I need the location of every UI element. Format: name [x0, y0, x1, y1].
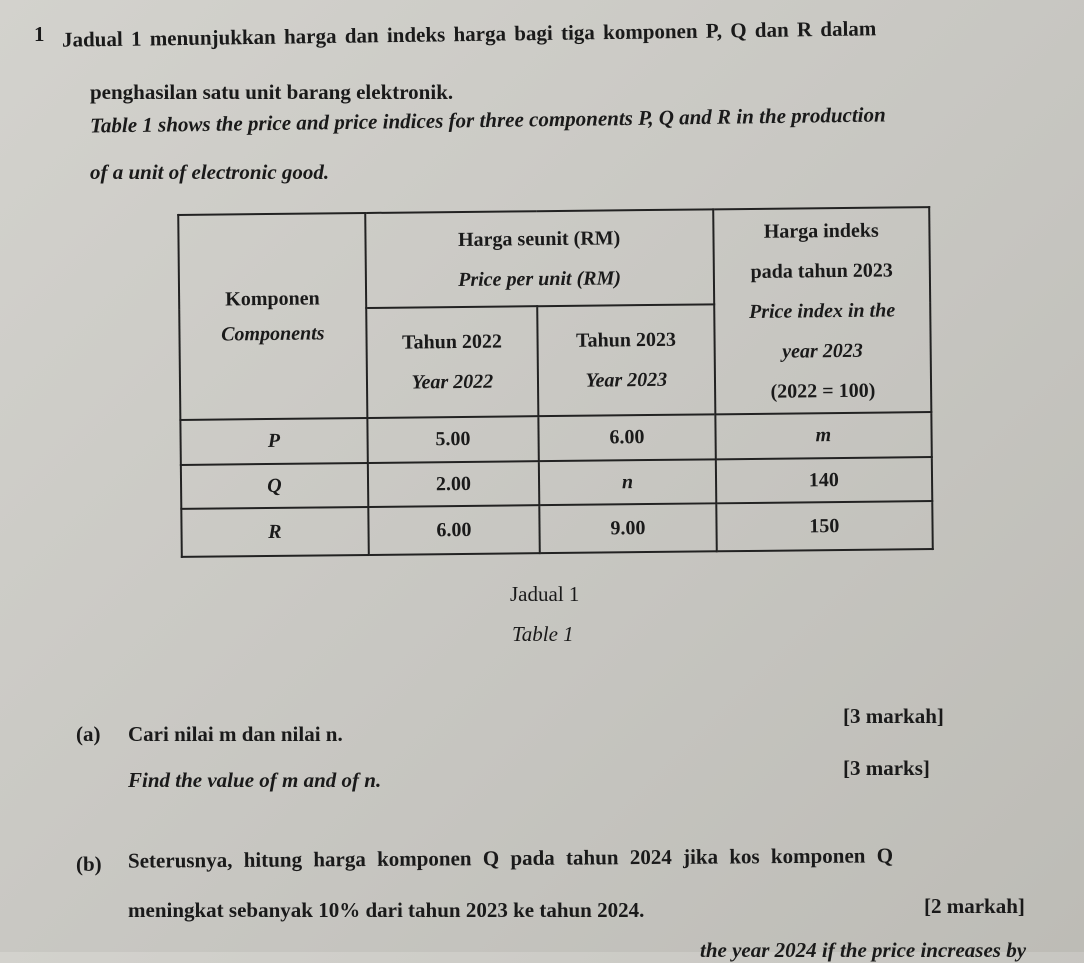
table-row	[181, 501, 932, 557]
intro-english-line-1: Table 1 shows the price and price indices for three components P, Q and R in the production	[89, 102, 886, 138]
component-cell: Q	[181, 463, 368, 509]
header-2023-ms: Tahun 2023	[575, 328, 677, 352]
header-index-base: (2022 = 100)	[770, 379, 876, 403]
table-caption-en: Table 1	[512, 622, 574, 646]
table-caption-ms: Jadual 1	[510, 582, 580, 606]
part-a-text-ms: Cari nilai m dan nilai n.	[128, 722, 343, 746]
header-index-en-2: year 2023	[782, 339, 863, 363]
question-number: 1	[34, 22, 45, 46]
table-row	[180, 412, 931, 465]
header-price-ms: Harga seunit (RM)	[457, 226, 621, 251]
header-2023-en: Year 2023	[585, 368, 668, 392]
intro-malay-line-1: Jadual 1 menunjukkan harga dan indeks harga bagi tiga komponen P, Q dan R dalam	[61, 16, 877, 52]
header-index	[713, 207, 931, 414]
price-2023-cell: 9.00	[539, 503, 716, 553]
header-2022-ms: Tahun 2022	[401, 330, 503, 354]
header-index-en-1: Price index in the	[748, 298, 896, 323]
index-cell: 140	[715, 457, 932, 503]
part-b-text-ms-1: Seterusnya, hitung harga komponen Q pada tahun 2024 jika kos komponen Q	[127, 843, 894, 873]
index-cell: 150	[716, 501, 933, 551]
header-component-en: Components	[221, 321, 325, 345]
header-2023	[537, 304, 715, 416]
price-index-table	[177, 206, 934, 558]
part-b-text-en-partial: the year 2024 if the price increases by	[700, 938, 1027, 962]
part-a-marks-ms: [3 markah]	[843, 704, 944, 728]
price-2023-cell: 6.00	[539, 414, 716, 461]
header-2022-en: Year 2022	[411, 370, 494, 394]
index-cell: m	[715, 412, 932, 459]
intro-english-line-2: of a unit of electronic good.	[90, 160, 330, 184]
price-2023-cell: n	[539, 459, 716, 505]
component-cell: P	[180, 418, 367, 465]
part-a-label: (a)	[76, 722, 101, 746]
part-b-label: (b)	[76, 852, 102, 876]
part-a-marks-en: [3 marks]	[843, 756, 930, 780]
header-price-en: Price per unit (RM)	[458, 266, 622, 291]
price-2022-cell: 2.00	[367, 461, 539, 507]
header-component-ms: Komponen	[225, 286, 320, 310]
price-2022-cell: 6.00	[368, 505, 540, 555]
part-a-text-en: Find the value of m and of n.	[128, 768, 382, 792]
header-component	[178, 213, 367, 420]
price-2022-cell: 5.00	[367, 416, 539, 463]
header-price	[365, 209, 714, 308]
component-cell: R	[181, 507, 368, 557]
header-index-ms-2: pada tahun 2023	[750, 258, 893, 283]
part-b-marks-ms: [2 markah]	[924, 894, 1025, 918]
header-2022	[366, 306, 539, 418]
part-b-text-ms-2: meningkat sebanyak 10% dari tahun 2023 ke tahun 2024.	[128, 898, 645, 922]
intro-malay-line-2: penghasilan satu unit barang elektronik.	[90, 80, 454, 104]
table-row	[181, 457, 932, 509]
header-index-ms-1: Harga indeks	[763, 219, 879, 243]
